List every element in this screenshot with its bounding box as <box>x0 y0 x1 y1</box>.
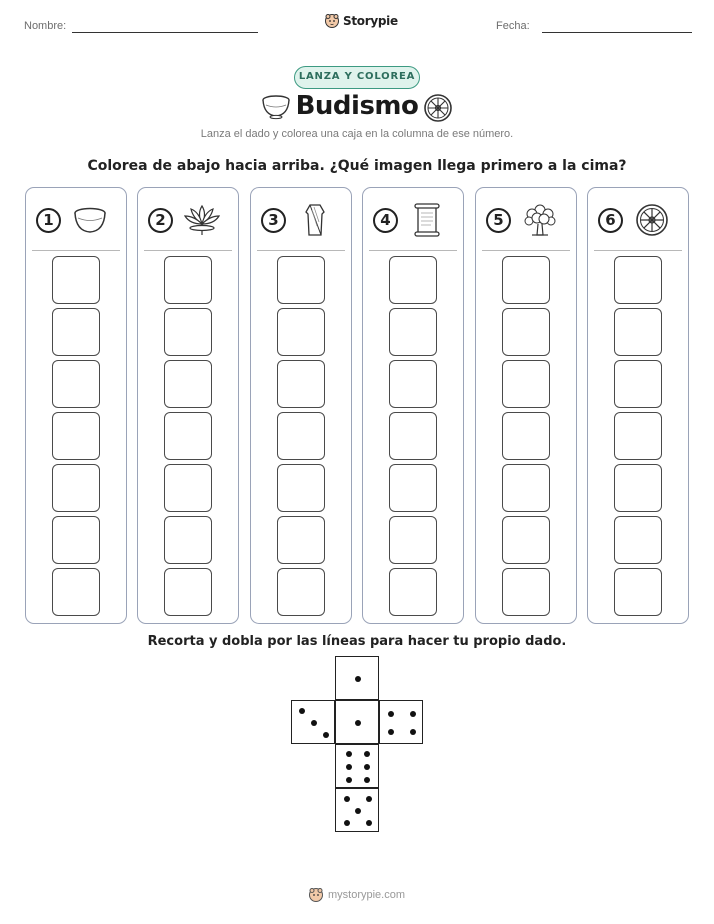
column-number: 6 <box>598 208 623 233</box>
color-box[interactable] <box>52 256 100 304</box>
color-box[interactable] <box>614 308 662 356</box>
column-header <box>261 202 343 238</box>
subtitle: Lanza el dado y colorea una caja en la columna de ese número. <box>200 128 514 140</box>
color-box[interactable] <box>614 568 662 616</box>
color-box[interactable] <box>502 464 550 512</box>
column-header <box>598 202 680 238</box>
color-box[interactable] <box>164 568 212 616</box>
column-4 <box>362 187 464 624</box>
die-pip <box>346 777 352 783</box>
die-pip <box>410 711 416 717</box>
color-box[interactable] <box>52 516 100 564</box>
color-box[interactable] <box>502 308 550 356</box>
column-divider <box>257 250 345 251</box>
color-box[interactable] <box>277 256 325 304</box>
color-box[interactable] <box>502 516 550 564</box>
color-box[interactable] <box>52 412 100 460</box>
die-face-6 <box>335 744 379 788</box>
color-box[interactable] <box>277 360 325 408</box>
color-box[interactable] <box>164 412 212 460</box>
brand-name: Storypie <box>343 14 398 28</box>
color-box[interactable] <box>389 464 437 512</box>
color-box[interactable] <box>277 568 325 616</box>
die-pip <box>410 729 416 735</box>
color-box[interactable] <box>502 412 550 460</box>
date-label: Fecha: <box>496 20 530 32</box>
column-divider <box>482 250 570 251</box>
column-6 <box>587 187 689 624</box>
die-pip <box>364 764 370 770</box>
lotus-icon <box>182 202 222 243</box>
die-pip <box>366 820 372 826</box>
color-box[interactable] <box>389 308 437 356</box>
color-box[interactable] <box>614 464 662 512</box>
column-header <box>36 202 118 238</box>
column-number: 2 <box>148 208 173 233</box>
cutout-instruction: Recorta y dobla por las líneas para hacer tu propio dado. <box>147 634 567 649</box>
color-box[interactable] <box>164 464 212 512</box>
color-box[interactable] <box>277 412 325 460</box>
die-pip <box>344 820 350 826</box>
column-5 <box>475 187 577 624</box>
die-pip <box>346 751 352 757</box>
die-pip <box>323 732 329 738</box>
instruction: Colorea de abajo hacia arriba. ¿Qué imagen llega primero a la cima? <box>87 158 627 174</box>
column-divider <box>144 250 232 251</box>
column-header <box>373 202 455 238</box>
scroll-icon <box>407 202 447 243</box>
column-header <box>486 202 568 238</box>
die-pip <box>355 808 361 814</box>
storypie-mascot-icon <box>308 887 324 903</box>
color-box[interactable] <box>389 516 437 564</box>
column-1 <box>25 187 127 624</box>
color-box[interactable] <box>389 412 437 460</box>
column-2 <box>137 187 239 624</box>
color-box[interactable] <box>52 308 100 356</box>
die-face-1 <box>335 656 379 700</box>
column-divider <box>594 250 682 251</box>
die-pip <box>355 720 361 726</box>
die-pip <box>344 796 350 802</box>
column-divider <box>32 250 120 251</box>
color-box[interactable] <box>164 360 212 408</box>
die-face-5 <box>335 788 379 832</box>
bodhi-tree-icon <box>520 202 560 243</box>
footer-url: mystorypie.com <box>328 889 406 901</box>
die-face-1 <box>335 700 379 744</box>
dharma-wheel-icon <box>632 202 672 243</box>
date-line <box>542 32 692 33</box>
color-box[interactable] <box>164 256 212 304</box>
color-box[interactable] <box>614 516 662 564</box>
activity-badge: LANZA Y COLOREA <box>294 66 420 89</box>
die-pip <box>364 777 370 783</box>
column-header <box>148 202 230 238</box>
die-pip <box>299 708 305 714</box>
column-number: 4 <box>373 208 398 233</box>
color-box[interactable] <box>52 464 100 512</box>
die-face-4 <box>379 700 423 744</box>
color-box[interactable] <box>502 360 550 408</box>
die-pip <box>388 729 394 735</box>
die-pip <box>346 764 352 770</box>
color-box[interactable] <box>389 256 437 304</box>
color-box[interactable] <box>502 568 550 616</box>
die-pip <box>364 751 370 757</box>
column-number: 5 <box>486 208 511 233</box>
column-3 <box>250 187 352 624</box>
color-box[interactable] <box>389 568 437 616</box>
color-box[interactable] <box>52 568 100 616</box>
color-box[interactable] <box>614 360 662 408</box>
color-box[interactable] <box>52 360 100 408</box>
die-pip <box>311 720 317 726</box>
column-divider <box>369 250 457 251</box>
color-box[interactable] <box>614 256 662 304</box>
die-pip <box>388 711 394 717</box>
storypie-mascot-icon <box>324 13 340 29</box>
color-box[interactable] <box>164 308 212 356</box>
page-title: Budismo <box>295 91 419 121</box>
color-box[interactable] <box>614 412 662 460</box>
color-box[interactable] <box>277 308 325 356</box>
name-line <box>72 32 258 33</box>
color-box[interactable] <box>502 256 550 304</box>
column-number: 3 <box>261 208 286 233</box>
die-face-3 <box>291 700 335 744</box>
dharma-wheel-icon <box>423 93 453 123</box>
color-box[interactable] <box>164 516 212 564</box>
footer <box>308 887 405 903</box>
color-box[interactable] <box>389 360 437 408</box>
color-box[interactable] <box>277 516 325 564</box>
name-label: Nombre: <box>24 20 67 32</box>
brand-logo <box>324 13 398 29</box>
alms-bowl-icon <box>70 202 110 243</box>
robe-icon <box>295 202 335 243</box>
die-pip <box>355 676 361 682</box>
column-number: 1 <box>36 208 61 233</box>
die-pip <box>366 796 372 802</box>
color-box[interactable] <box>277 464 325 512</box>
